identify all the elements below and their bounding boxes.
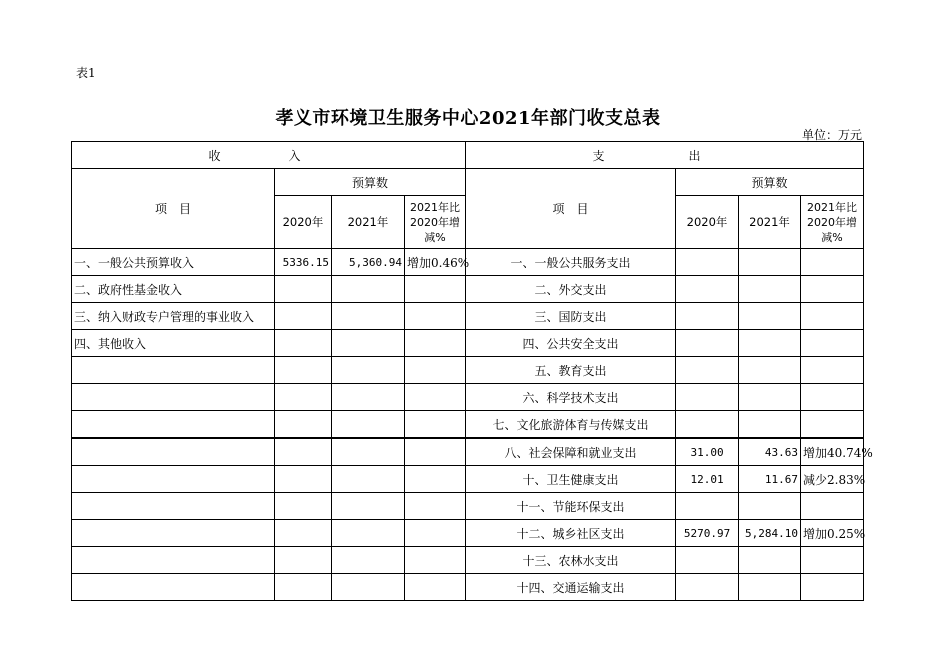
expense-2021-cell [739,384,801,411]
table-row [72,547,864,574]
income-change-cell [405,547,466,574]
income-2020-cell [275,547,332,574]
income-2021-cell [332,493,405,520]
table-row [72,438,864,466]
expense-2021-cell: 43.63 [739,438,801,466]
income-2020-cell [275,438,332,466]
income-change-cell [405,493,466,520]
table-label: 表1 [76,66,96,80]
expense-change-cell [801,493,864,520]
income-change-cell [405,574,466,601]
expense-2021-cell [739,303,801,330]
income-2021-cell [332,276,405,303]
income-change-cell [405,384,466,411]
expense-item-cell: 十四、交通运输支出 [466,574,676,601]
expense-2021-cell: 5,284.10 [739,520,801,547]
expense-item-cell: 十二、城乡社区支出 [466,520,676,547]
income-item-cell [72,384,275,411]
expense-2020-cell [676,411,739,439]
expense-change-cell [801,411,864,439]
table-row [72,574,864,601]
income-2021-cell [332,384,405,411]
income-change-cell [405,357,466,384]
expense-item-cell: 五、教育支出 [466,357,676,384]
expense-change-cell [801,276,864,303]
expense-item-cell: 十一、节能环保支出 [466,493,676,520]
expense-2020-header: 2020年 [676,196,739,249]
income-change-header: 2021年比2020年增减% [405,196,466,249]
unit-label: 单位：万元 [801,128,862,142]
income-2020-cell [275,384,332,411]
income-item-header: 项 目 [72,169,275,249]
income-change-cell [405,303,466,330]
table-row [72,520,864,547]
table-row [72,411,864,439]
expense-2020-cell: 31.00 [676,438,739,466]
expense-2021-header: 2021年 [739,196,801,249]
expense-change-cell [801,303,864,330]
expense-item-cell: 七、文化旅游体育与传媒支出 [466,411,676,439]
income-2021-header: 2021年 [332,196,405,249]
expense-2020-cell [676,547,739,574]
income-item-cell [72,438,275,466]
expense-item-cell: 三、国防支出 [466,303,676,330]
expense-change-cell [801,249,864,276]
expense-2021-cell [739,493,801,520]
expense-budget-header: 预算数 [676,169,864,196]
expense-change-header: 2021年比2020年增减% [801,196,864,249]
expense-change-cell [801,384,864,411]
expense-2020-cell [676,574,739,601]
income-2020-cell [275,303,332,330]
income-2020-cell [275,493,332,520]
income-item-cell: 三、纳入财政专户管理的事业收入 [72,303,275,330]
income-2021-cell [332,574,405,601]
expense-item-cell: 八、社会保障和就业支出 [466,438,676,466]
income-item-cell [72,493,275,520]
expense-2021-cell [739,357,801,384]
expense-item-cell: 六、科学技术支出 [466,384,676,411]
income-item-cell: 四、其他收入 [72,330,275,357]
income-2020-cell [275,330,332,357]
expense-change-cell [801,574,864,601]
expense-change-cell [801,330,864,357]
expense-2020-cell [676,384,739,411]
income-change-cell [405,330,466,357]
income-2020-cell: 5336.15 [275,249,332,276]
income-2020-cell [275,520,332,547]
expense-change-cell: 增加0.25% [801,520,864,547]
table-row [72,249,864,276]
income-2020-cell [275,574,332,601]
expense-2021-cell [739,249,801,276]
expense-2020-cell [676,249,739,276]
income-change-cell [405,411,466,439]
income-2020-cell [275,276,332,303]
income-item-cell [72,357,275,384]
income-2020-cell [275,466,332,493]
income-2021-cell [332,357,405,384]
income-budget-header: 预算数 [275,169,466,196]
income-header: 收 入 [72,142,466,169]
income-2021-cell [332,547,405,574]
table-row [72,330,864,357]
expense-change-cell [801,357,864,384]
expense-2020-cell [676,330,739,357]
expense-change-cell [801,547,864,574]
expense-2021-cell [739,411,801,439]
expense-item-cell: 二、外交支出 [466,276,676,303]
income-change-cell [405,276,466,303]
income-2021-cell [332,466,405,493]
income-item-cell [72,466,275,493]
expense-item-cell: 十、卫生健康支出 [466,466,676,493]
expense-item-cell: 十三、农林水支出 [466,547,676,574]
table-row [72,276,864,303]
income-2020-cell [275,357,332,384]
income-2021-cell: 5,360.94 [332,249,405,276]
table-row [72,303,864,330]
income-2020-cell [275,411,332,439]
expense-change-cell: 减少2.83% [801,466,864,493]
expense-item-cell: 一、一般公共服务支出 [466,249,676,276]
income-item-cell: 一、一般公共预算收入 [72,249,275,276]
expense-2021-cell: 11.67 [739,466,801,493]
expense-2020-cell [676,493,739,520]
income-item-cell [72,520,275,547]
expense-2020-cell [676,276,739,303]
expense-change-cell: 增加40.74% [801,438,864,466]
income-change-cell [405,466,466,493]
expense-item-header: 项 目 [466,169,676,249]
income-item-cell [72,574,275,601]
table-row [72,493,864,520]
expense-2020-cell [676,303,739,330]
expense-2021-cell [739,574,801,601]
expense-2020-cell [676,357,739,384]
income-item-cell [72,547,275,574]
table-row [72,357,864,384]
expense-item-cell: 四、公共安全支出 [466,330,676,357]
income-2020-header: 2020年 [275,196,332,249]
expense-2020-cell: 12.01 [676,466,739,493]
income-2021-cell [332,520,405,547]
income-2021-cell [332,330,405,357]
income-expense-table [71,141,873,601]
income-2021-cell [332,303,405,330]
page-title: 孝义市环境卫生服务中心2021年部门收支总表 [275,108,661,129]
table-row [72,384,864,411]
table-row [72,466,864,493]
expense-2021-cell [739,330,801,357]
expense-2020-cell: 5270.97 [676,520,739,547]
income-item-cell: 二、政府性基金收入 [72,276,275,303]
income-item-cell [72,411,275,439]
income-change-cell [405,520,466,547]
income-change-cell [405,438,466,466]
expense-2021-cell [739,547,801,574]
income-2021-cell [332,411,405,439]
income-change-cell: 增加0.46% [405,249,466,276]
expense-header: 支 出 [466,142,864,169]
income-2021-cell [332,438,405,466]
expense-2021-cell [739,276,801,303]
